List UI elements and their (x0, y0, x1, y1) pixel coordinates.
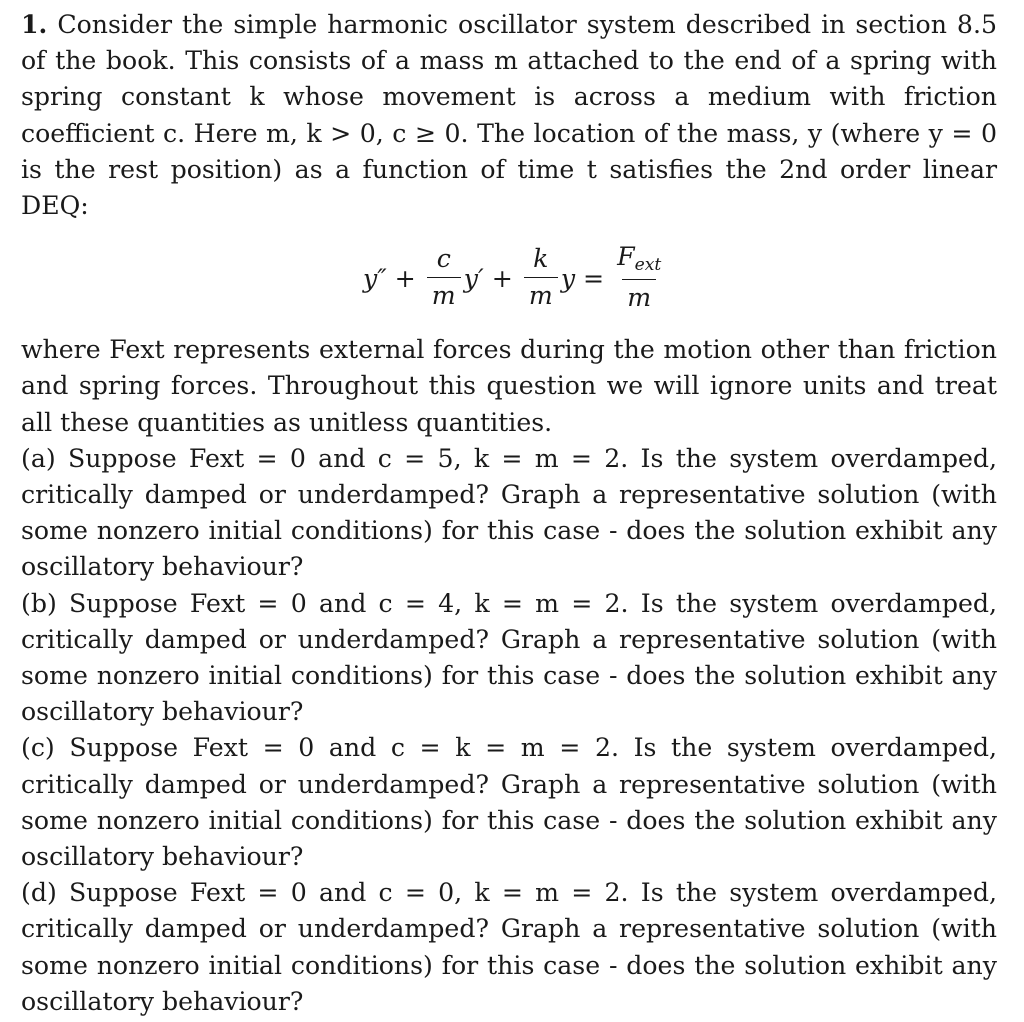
part-b (21, 586, 997, 731)
problem-number: 1. (21, 9, 48, 39)
part-b-text: Suppose Fext = 0 and c = 4, k = m = 2. Is the system overdamped, critically damped or underdamped? Graph a representative solution (with some nonzero initial conditions) for this case - does the solution exhibit any oscillatory behaviour? (21, 588, 997, 727)
eq-force-symbol: F (617, 242, 635, 272)
part-c-label: (c) (21, 733, 55, 763)
eq-plus-1: + (394, 263, 416, 293)
after-equation-paragraph: where Fext represents external forces during the motion other than friction and spring forces. Throughout this question we will ignore units and treat all these quantities as unitless quantities. (21, 335, 997, 437)
part-d-text: Suppose Fext = 0 and c = 0, k = m = 2. Is the system overdamped, critically damped or underdamped? Graph a representative solution (with some nonzero initial conditions) for this case - does the solution exhibit any oscillatory behaviour? (21, 878, 997, 1016)
part-b-label: (b) (21, 588, 57, 618)
eq-frac1-denominator: m (427, 277, 461, 311)
eq-fraction-k-over-m (524, 245, 558, 311)
eq-plus-2: + (491, 263, 513, 293)
eq-frac3-denominator: m (622, 279, 656, 313)
eq-fraction-fext-over-m (615, 243, 663, 313)
eq-frac2-numerator: k (533, 244, 549, 274)
part-d-label: (d) (21, 878, 57, 908)
eq-frac3-numerator (615, 243, 663, 279)
eq-equals: = (583, 263, 605, 293)
eq-force-subscript: ext (634, 255, 662, 276)
part-c-text: Suppose Fext = 0 and c = k = m = 2. Is the system overdamped, critically damped or underdamped? Graph a representative solution (with some nonzero initial conditions) for this case - does the solution exhibit any oscillatory behaviour? (21, 733, 997, 872)
eq-frac2-denominator: m (524, 277, 558, 311)
problem-document (21, 6, 997, 1020)
eq-fraction-c-over-m (427, 245, 461, 311)
part-a-label: (a) (21, 443, 56, 473)
problem-intro-text: Consider the simple harmonic oscillator system described in section 8.5 of the book. This consists of a mass m attached to the end of a spring with spring constant k whose movement is across a medium with friction coefficient c. Here m, k > 0, c ≥ 0. The location of the mass, y (where y = 0 is the rest position) as a function of time t satisfies the 2nd order linear DEQ: (21, 10, 997, 221)
eq-position-term: y (560, 263, 576, 293)
part-c (21, 730, 997, 875)
problem-intro-paragraph (21, 6, 997, 224)
part-d (21, 875, 997, 1020)
part-a (21, 441, 997, 586)
eq-first-derivative: y′ (463, 263, 484, 293)
eq-frac1-numerator: c (436, 244, 451, 274)
display-equation (21, 224, 997, 332)
part-a-text: Suppose Fext = 0 and c = 5, k = m = 2. Is the system overdamped, critically damped or underdamped? Graph a representative solution (with some nonzero initial conditions) for this case - does the solution exhibit any oscillatory behaviour? (21, 443, 997, 582)
eq-second-derivative: y″ (363, 263, 387, 293)
